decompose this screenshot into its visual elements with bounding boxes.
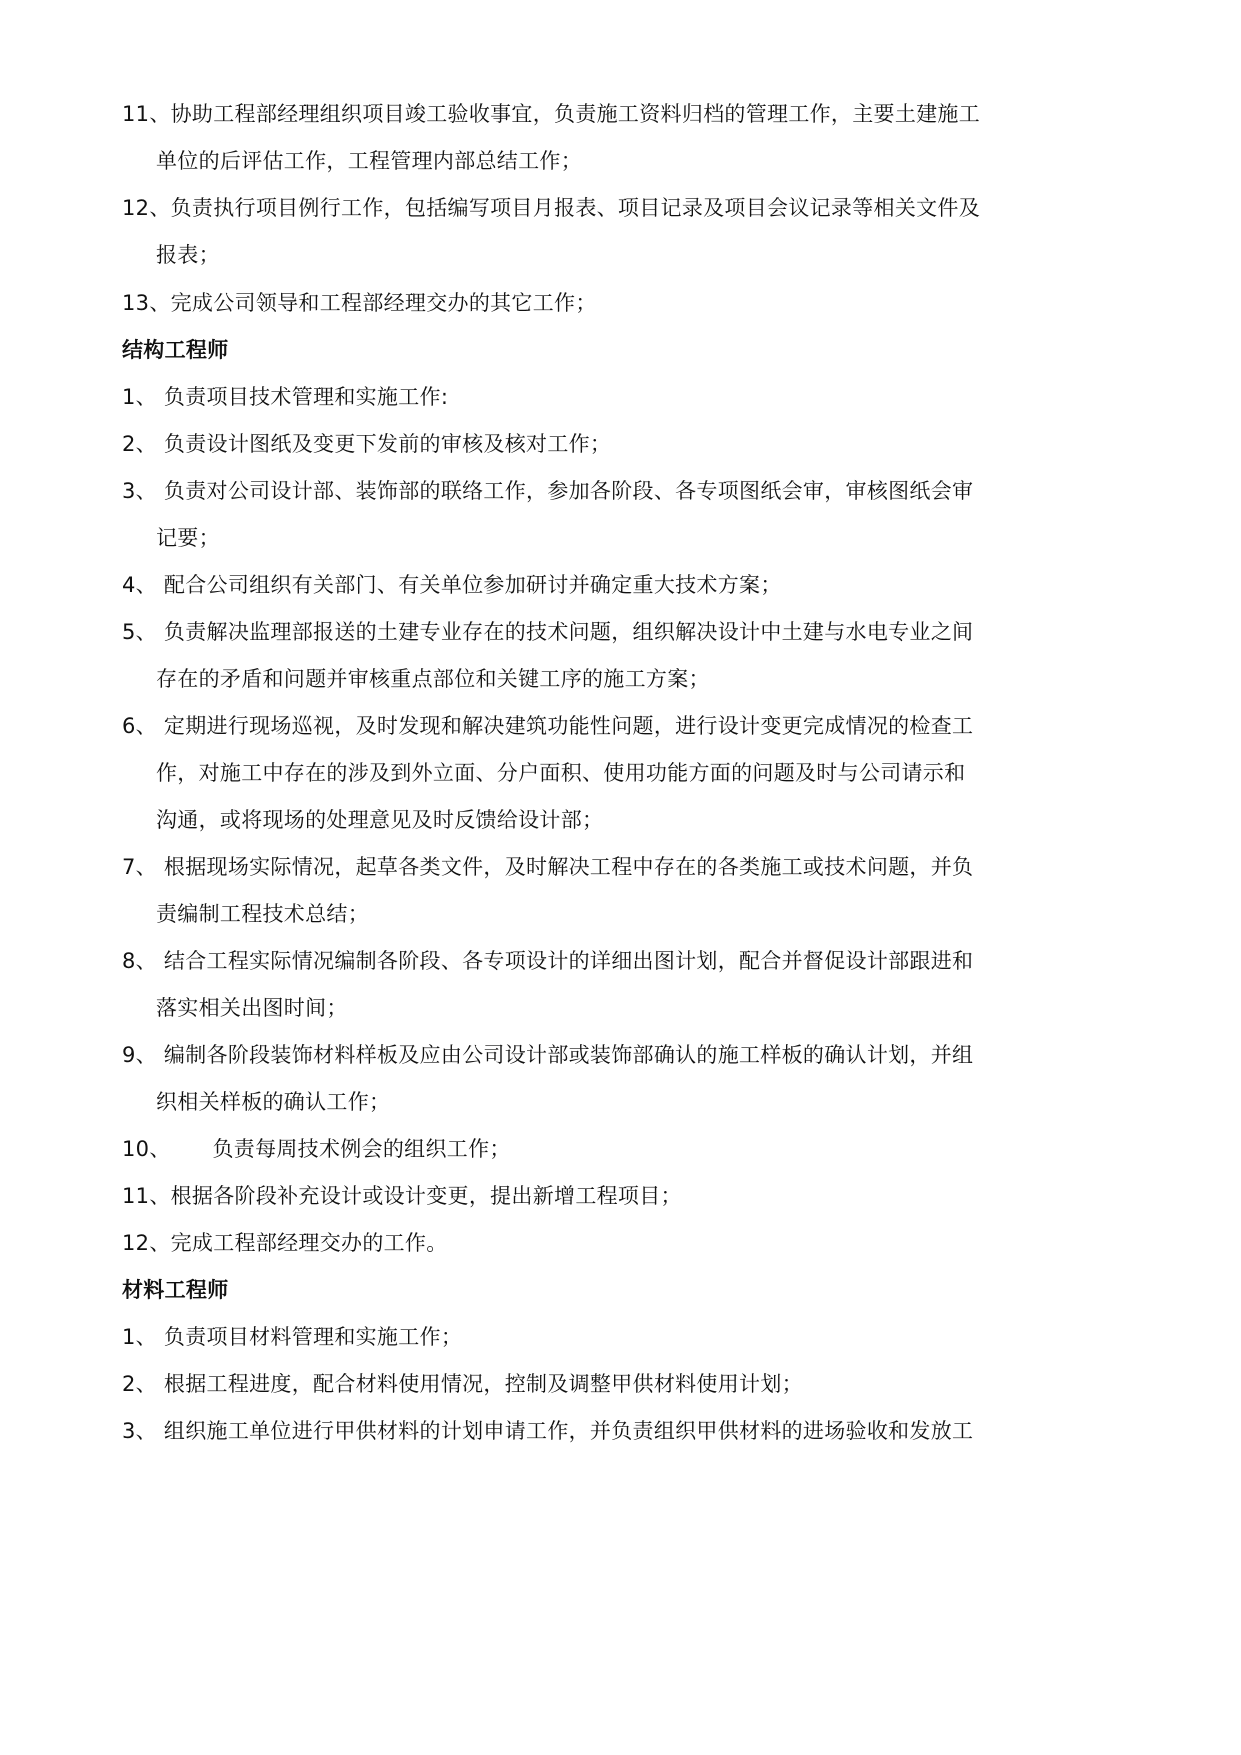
text-line: 5、 负责解决监理部报送的土建专业存在的技术问题，组织解决设计中土建与水电专业之间 [122,620,974,644]
text-line: 1、 负责项目技术管理和实施工作: [122,385,449,409]
text-line: 11、协助工程部经理组织项目竣工验收事宜，负责施工资料归档的管理工作，主要土建施工 [122,102,981,126]
text-line: 2、 负责设计图纸及变更下发前的审核及核对工作； [122,432,612,456]
text-line: 沟通，或将现场的处理意见及时反馈给设计部； [156,808,604,832]
text-line: 3、 组织施工单位进行甲供材料的计划申请工作，并负责组织甲供材料的进场验收和发放工 [122,1419,974,1443]
text-line: 记要； [156,526,220,550]
text-line: 作，对施工中存在的涉及到外立面、分户面积、使用功能方面的问题及时与公司请示和 [156,761,966,785]
text-line: 织相关样板的确认工作； [156,1090,391,1114]
text-line: 6、 定期进行现场巡视，及时发现和解决建筑功能性问题，进行设计变更完成情况的检查工 [122,714,974,738]
section-heading: 结构工程师 [122,338,229,362]
text-line: 9、 编制各阶段装饰材料样板及应由公司设计部或装饰部确认的施工样板的确认计划，并组 [122,1043,974,1067]
text-line: 12、负责执行项目例行工作，包括编写项目月报表、项目记录及项目会议记录等相关文件及 [122,196,981,220]
text-line: 责编制工程技术总结； [156,902,369,926]
text-line: 报表； [156,243,220,267]
text-line: 13、完成公司领导和工程部经理交办的其它工作； [122,291,597,315]
text-line: 8、 结合工程实际情况编制各阶段、各专项设计的详细出图计划，配合并督促设计部跟进和 [122,949,974,973]
text-line: 4、 配合公司组织有关部门、有关单位参加研讨并确定重大技术方案； [122,573,782,597]
text-line: 3、 负责对公司设计部、装饰部的联络工作，参加各阶段、各专项图纸会审，审核图纸会审 [122,479,974,503]
text-line: 落实相关出图时间； [156,996,348,1020]
text-line: 存在的矛盾和问题并审核重点部位和关键工序的施工方案； [156,667,710,691]
text-line: 2、 根据工程进度，配合材料使用情况，控制及调整甲供材料使用计划； [122,1372,803,1396]
text-line: 11、根据各阶段补充设计或设计变更，提出新增工程项目； [122,1184,682,1208]
text-line: 单位的后评估工作，工程管理内部总结工作； [156,149,582,173]
text-line: 12、完成工程部经理交办的工作。 [122,1231,448,1255]
text-line: 1、 负责项目材料管理和实施工作； [122,1325,463,1349]
text-line: 7、 根据现场实际情况，起草各类文件，及时解决工程中存在的各类施工或技术问题，并负 [122,855,974,879]
text-line: 10、 负责每周技术例会的组织工作； [122,1137,511,1161]
section-heading: 材料工程师 [122,1278,229,1302]
